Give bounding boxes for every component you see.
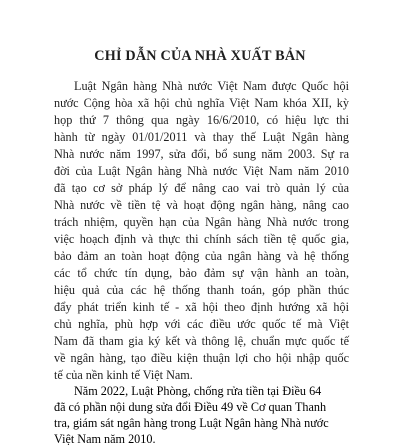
page-title: CHỈ DẪN CỦA NHÀ XUẤT BẢN [94, 48, 306, 64]
paragraph-1-line: Luật Ngân hàng Nhà nước Việt Nam được Quốc hội [74, 79, 349, 93]
paragraph-1-line: hành từ ngày 01/01/2011 và thay thế Luật Ngân hàng [54, 130, 349, 144]
paragraph-1-line: họp thứ 7 thông qua ngày 16/6/2010, có hiệu lực thi [54, 113, 349, 127]
paragraph-1-line: đời của Luật Ngân hàng Nhà nước Việt Nam năm 2010 [54, 164, 349, 178]
paragraph-1-line: Nam đã tham gia ký kết và thông lệ, chuẩn mực quốc tế [54, 334, 349, 348]
paragraph-1-line: bảo đảm an toàn hoạt động của ngân hàng và hệ thống [54, 249, 349, 263]
paragraph-1-line: đã tạo cơ sở pháp lý để nâng cao vai trò quản lý của [54, 181, 349, 195]
paragraph-1-line: tế của nền kinh tế Việt Nam. [54, 368, 193, 382]
paragraph-2-line: tra, giám sát ngân hàng trong Luật Ngân hàng Nhà nước [54, 416, 329, 430]
paragraph-1-line: Nhà nước năm 1997, sửa đổi, bổ sung năm 2003. Sự ra [54, 147, 349, 161]
paragraph-1-line: nước Cộng hòa xã hội chủ nghĩa Việt Nam khóa XII, kỳ [54, 96, 349, 110]
paragraph-1-line: việc hoạch định và thực thi chính sách tiền tệ quốc gia, [54, 232, 349, 246]
paragraph-2-line: Việt Nam năm 2010. [54, 432, 156, 446]
paragraph-1-line: các tổ chức tín dụng, bảo đảm sự vận hành an toàn, [54, 266, 349, 280]
paragraph-1-line: trách nhiệm, quyền hạn của Ngân hàng Nhà nước trong [54, 215, 349, 229]
paragraph-1-line: đẩy phát triển kinh tế - xã hội theo định hướng xã hội [54, 300, 349, 314]
paragraph-2-line: Năm 2022, Luật Phòng, chống rửa tiền tại Điều 64 [74, 384, 322, 398]
paragraph-1-line: về ngân hàng, tạo điều kiện thuận lợi cho hội nhập quốc [54, 351, 349, 365]
paragraph-2 [54, 383, 349, 446]
paragraph-1-line: Nhà nước về tiền tệ và hoạt động ngân hàng, nâng cao [54, 198, 349, 212]
paragraph-1-line: chủ nghĩa, phù hợp với các điều ước quốc tế mà Việt [54, 317, 349, 331]
paragraph-2-line: đã có phần nội dung sửa đổi Điều 49 về Cơ quan Thanh [54, 400, 327, 414]
paragraph-1-line: hiệu quả của các hệ thống thanh toán, góp phần thúc [54, 283, 349, 297]
